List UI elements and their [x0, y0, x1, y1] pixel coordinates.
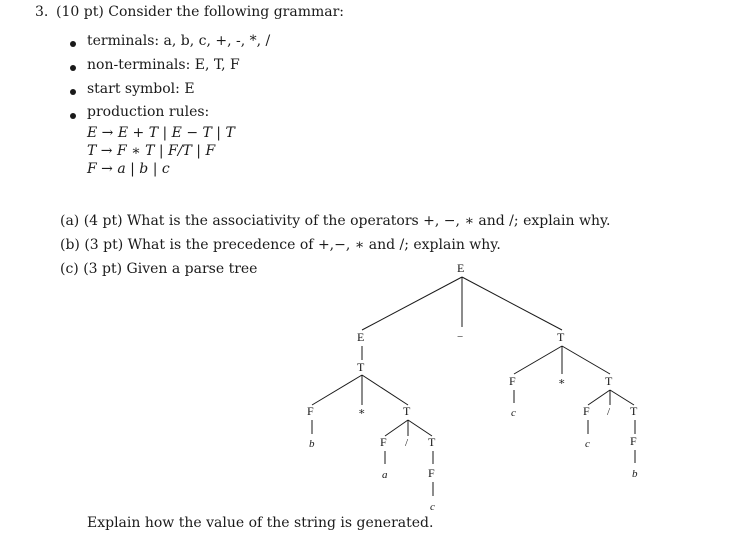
tree-leaf-a: a	[382, 469, 388, 481]
subquestion-b: (b) (3 pt) What is the precedence of +,−, ∗ and /; explain why.	[60, 237, 501, 253]
nonterminals-line: non-terminals: E, T, F	[87, 57, 240, 73]
tree-node-root: E	[457, 261, 465, 275]
production-rule-f: F → a | b | c	[87, 161, 170, 177]
tree-node-f-right2: F	[583, 404, 590, 418]
tree-node-times-left: ∗	[358, 406, 366, 418]
tree-node-e: E	[357, 330, 365, 344]
tree-leaf-b-left: b	[309, 438, 315, 450]
tree-node-t-right3: T	[630, 404, 638, 418]
production-rule-e: E → E + T | E − T | T	[87, 125, 235, 141]
tree-node-f-left2: F	[380, 435, 387, 449]
footer-instruction: Explain how the value of the string is generated.	[87, 515, 434, 531]
question-number: 3.	[35, 4, 49, 20]
tree-leaf-c-right2: c	[585, 438, 590, 450]
question-header: (10 pt) Consider the following grammar:	[56, 4, 345, 20]
tree-node-t-left2: T	[403, 404, 411, 418]
tree-node-t-left3: T	[428, 435, 436, 449]
tree-leaf-b-right: b	[632, 468, 638, 480]
tree-node-f-right3: F	[630, 434, 637, 448]
production-rules-label: production rules:	[87, 104, 210, 120]
tree-node-div-right: /	[607, 406, 611, 418]
start-symbol-line: start symbol: E	[87, 81, 195, 97]
tree-leaf-c-left: c	[430, 501, 435, 513]
subquestion-c: (c) (3 pt) Given a parse tree	[60, 261, 258, 277]
tree-node-div-left: /	[405, 437, 409, 449]
production-rule-t: T → F ∗ T | F/T | F	[87, 143, 216, 159]
tree-node-f-left: F	[307, 404, 314, 418]
tree-node-f-right: F	[509, 374, 516, 388]
tree-node-times-right: ∗	[558, 376, 566, 388]
tree-leaf-c-right: c	[511, 407, 516, 419]
tree-node-t-right: T	[557, 330, 565, 344]
tree-node-minus: −	[457, 331, 464, 343]
tree-node-t-right2: T	[605, 374, 613, 388]
subquestion-a: (a) (4 pt) What is the associativity of the operators +, −, ∗ and /; explain why.	[60, 213, 611, 229]
terminals-line: terminals: a, b, c, +, -, *, /	[87, 33, 271, 49]
tree-node-t-left: T	[357, 360, 365, 374]
tree-node-f-left3: F	[428, 466, 435, 480]
